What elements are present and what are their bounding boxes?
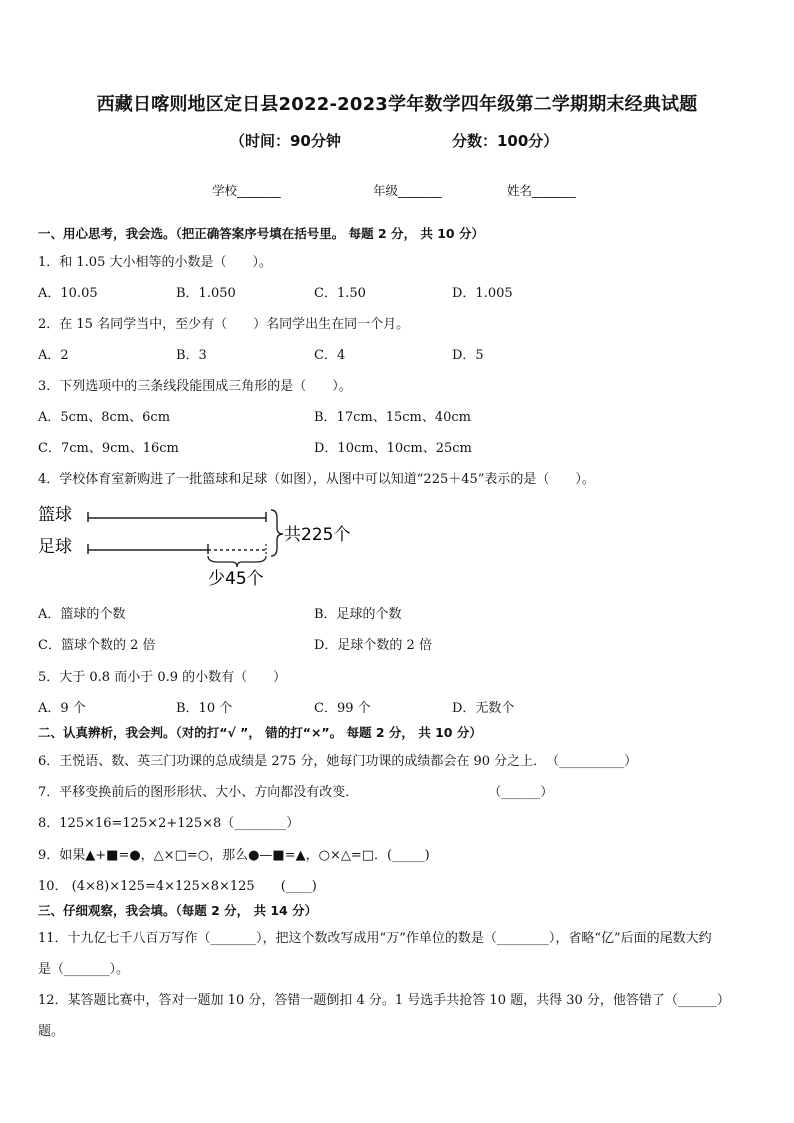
page-title: 西藏日喀则地区定日县2022-2023学年数学四年级第二学期期末经典试题 [96, 94, 698, 115]
option-a: A．9 个 [38, 701, 86, 716]
question-12: 12．某答题比赛中，答对一题加 10 分，答错一题倒扣 4 分。1 号选手共抢答 10 题，共得 30 分，他答错了（______） [38, 993, 730, 1008]
basketball-label: 篮球 [38, 505, 72, 525]
question-11-cont: 是（_______）。 [38, 962, 130, 977]
question-10: 10． (4×8)×125=4×125×8×125 (____) [38, 879, 317, 894]
less-label: 少45个 [208, 569, 264, 588]
question-9: 9．如果▲+■=●，△×□=○，那么●—■=▲，○×△=□．(_____) [38, 848, 430, 863]
option-b: B．足球的个数 [314, 607, 402, 622]
option-b: B．17cm、15cm、40cm [314, 410, 472, 425]
section-heading: 一、用心思考，我会选。（把正确答案序号填在括号里。 每题 2 分， 共 10 分） [38, 226, 484, 241]
option-b: B．3 [176, 348, 207, 363]
question-11: 11．十九亿七千八百万写作（_______），把这个数改写成用“万”作单位的数是（________），省略“亿”后面的尾数大约 [38, 931, 712, 946]
section-heading: 三、仔细观察，我会填。（每题 2 分， 共 14 分） [38, 903, 318, 918]
option-d: D．5 [452, 348, 484, 363]
section-heading: 二、认真辨析，我会判。（对的打“√ ”， 错的打“×”。 每题 2 分， 共 10 分） [38, 725, 482, 740]
question-5: 5．大于 0.8 而小于 0.9 的小数有（ ） [38, 670, 287, 685]
option-b: B．10 个 [176, 701, 233, 716]
ball-diagram [38, 500, 368, 588]
question-2: 2．在 15 名同学当中，至少有（ ）名同学出生在同一个月。 [38, 317, 410, 332]
option-c: C．7cm、9cm、16cm [38, 441, 179, 456]
question-1: 1．和 1.05 大小相等的小数是（ ）。 [38, 255, 272, 270]
option-a: A．10.05 [38, 286, 98, 301]
total-label: 共225个 [284, 525, 351, 545]
option-c: C．99 个 [314, 701, 371, 716]
option-a: A．5cm、8cm、6cm [38, 410, 171, 425]
name-field: 姓名_______ [507, 183, 576, 198]
option-d: D．无数个 [452, 701, 515, 716]
option-a: A．篮球的个数 [38, 607, 126, 622]
exam-time: （时间：90分钟 [230, 132, 341, 150]
grade-field: 年级_______ [373, 183, 442, 198]
question-6: 6．王悦语、数、英三门功课的总成绩是 275 分，她每门功课的成绩都会在 90 分之上． （__________） [38, 754, 638, 769]
question-4: 4．学校体育室新购进了一批篮球和足球（如图），从图中可以知道“225＋45”表示的是（ ）。 [38, 472, 595, 487]
question-7: 7．平移变换前后的图形形状、大小、方向都没有改变． （______） [38, 785, 554, 800]
question-12-cont: 题。 [38, 1024, 65, 1039]
option-c: C．1.50 [314, 286, 366, 301]
football-label: 足球 [38, 537, 72, 557]
option-d: D．1.005 [452, 286, 513, 301]
question-8: 8．125×16=125×2+125×8（________） [38, 816, 300, 831]
option-d: D．10cm、10cm、25cm [314, 441, 472, 456]
option-a: A．2 [38, 348, 69, 363]
option-c: C．篮球个数的 2 倍 [38, 638, 156, 653]
question-3: 3．下列选项中的三条线段能围成三角形的是（ ）。 [38, 379, 352, 394]
school-field: 学校_______ [212, 183, 281, 198]
option-d: D．足球个数的 2 倍 [314, 638, 432, 653]
exam-score: 分数：100分） [452, 132, 559, 150]
option-b: B．1.050 [176, 286, 236, 301]
option-c: C．4 [314, 348, 346, 363]
